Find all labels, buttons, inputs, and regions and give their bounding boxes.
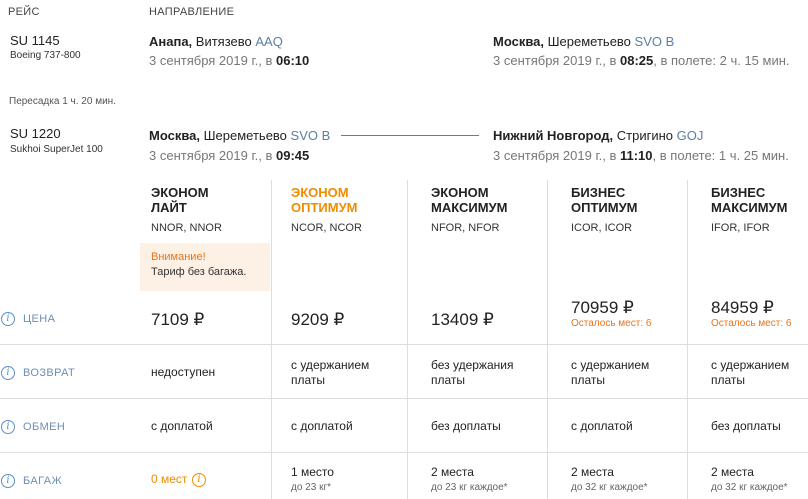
flight-duration: , в полете: 2 ч. 15 мин. (653, 53, 790, 68)
refund-value (571, 358, 649, 388)
tariff-price[interactable]: 13409 ₽ (431, 310, 494, 329)
exchange-value: без доплаты (711, 419, 781, 433)
fare-codes: ICOR, ICOR (571, 222, 633, 234)
row-divider (0, 452, 808, 453)
refund-line: платы (711, 373, 746, 387)
exchange-value: с доплатой (291, 419, 353, 433)
fare-codes: NFOR, NFOR (431, 222, 500, 234)
arrival-airport: Стригино (616, 128, 673, 143)
tariff-name-line: ОПТИМУМ (291, 200, 358, 215)
tariff-name[interactable] (711, 185, 806, 215)
tariff-name-line: ЭКОНОМ (291, 185, 349, 200)
departure-time: 09:45 (275, 148, 310, 163)
departure-time: 06:10 (275, 53, 310, 68)
row-label-price: ЦЕНА (23, 313, 56, 325)
arrival-city: Москва, (493, 34, 544, 49)
row-divider (0, 398, 808, 399)
tariff-name-line: БИЗНЕС (711, 185, 766, 200)
baggage-weight: до 23 кг* (291, 482, 331, 493)
tariff-name-line: ЭКОНОМ (151, 185, 209, 200)
refund-line: без удержания (431, 358, 514, 372)
tariff-price[interactable]: 84959 ₽ (711, 298, 774, 317)
transfer-info: Пересадка 1 ч. 20 мин. (9, 96, 116, 107)
info-icon[interactable]: i (1, 312, 15, 326)
info-icon[interactable]: i (1, 420, 15, 434)
baggage-weight: до 32 кг каждое* (571, 482, 648, 493)
row-label-exchange: ОБМЕН (23, 421, 66, 433)
refund-line: с удержанием (571, 358, 650, 372)
departure-date: 3 сентября 2019 г., в (149, 148, 273, 163)
departure-date: 3 сентября 2019 г., в (149, 53, 273, 68)
warning-text: Тариф без багажа. (151, 266, 247, 278)
tariff-name-line: БИЗНЕС (571, 185, 626, 200)
departure-code: SVO B (290, 128, 331, 143)
arrival-time: 11:10 (619, 148, 653, 163)
baggage-value: 2 места (571, 465, 614, 479)
baggage-info-icon[interactable]: i (192, 473, 206, 487)
tariff-name-line: ЭКОНОМ (431, 185, 489, 200)
arrival-location (493, 128, 703, 143)
route-line (341, 135, 479, 136)
departure-datetime (149, 53, 309, 68)
seats-left: Осталось мест: 6 (571, 318, 652, 329)
aircraft-type: Boeing 737-800 (10, 50, 81, 61)
departure-airport: Витязево (195, 34, 252, 49)
baggage-weight: до 32 кг каждое* (711, 482, 788, 493)
arrival-datetime (493, 148, 789, 163)
arrival-code: SVO B (634, 34, 675, 49)
departure-city: Анапа, (149, 34, 193, 49)
tariff-name-line: ОПТИМУМ (571, 200, 638, 215)
tariff-name[interactable] (291, 185, 411, 215)
refund-line: с удержанием (291, 358, 370, 372)
arrival-code: GOJ (676, 128, 704, 143)
refund-value (291, 358, 369, 388)
row-label-baggage: БАГАЖ (23, 475, 63, 487)
refund-value (711, 358, 789, 388)
baggage-weight: до 23 кг каждое* (431, 482, 508, 493)
exchange-value: без доплаты (431, 419, 501, 433)
tariff-name[interactable] (151, 185, 271, 215)
tariff-price[interactable]: 7109 ₽ (151, 310, 205, 329)
baggage-value: 2 места (431, 465, 474, 479)
exchange-value: с доплатой (151, 419, 213, 433)
fare-codes: NCOR, NCOR (291, 222, 362, 234)
baggage-value: 2 места (711, 465, 754, 479)
info-icon[interactable]: i (1, 366, 15, 380)
departure-datetime (149, 148, 309, 163)
refund-value (431, 358, 513, 388)
fare-codes: NNOR, NNOR (151, 222, 222, 234)
tariff-name-line: ЛАЙТ (151, 200, 187, 215)
tariff-name[interactable] (571, 185, 691, 215)
arrival-city: Нижний Новгород, (493, 128, 614, 143)
departure-location (149, 34, 283, 49)
tariff-name[interactable] (431, 185, 551, 215)
arrival-date: 3 сентября 2019 г., в (493, 53, 617, 68)
refund-value: недоступен (151, 365, 216, 379)
row-divider (0, 344, 808, 345)
flight-column-header: РЕЙС (8, 6, 40, 18)
flight-number: SU 1145 (10, 33, 60, 48)
arrival-time: 08:25 (619, 53, 654, 68)
flight-duration: , в полете: 1 ч. 25 мин. (652, 148, 789, 163)
refund-line: платы (291, 373, 326, 387)
info-icon[interactable]: i (1, 474, 15, 488)
tariff-name-line: МАКСИМУМ (431, 200, 508, 215)
direction-column-header: НАПРАВЛЕНИЕ (149, 6, 235, 18)
baggage-value: 1 место (291, 465, 334, 479)
row-label-refund: ВОЗВРАТ (23, 367, 76, 379)
refund-line: платы (571, 373, 606, 387)
warning-title: Внимание! (151, 251, 206, 263)
tariff-price[interactable]: 70959 ₽ (571, 298, 634, 317)
exchange-value: с доплатой (571, 419, 633, 433)
tariff-price[interactable]: 9209 ₽ (291, 310, 345, 329)
aircraft-type: Sukhoi SuperJet 100 (10, 144, 103, 155)
departure-code: AAQ (255, 34, 283, 49)
departure-location (149, 128, 330, 143)
departure-airport: Шереметьево (203, 128, 287, 143)
seats-left: Осталось мест: 6 (711, 318, 792, 329)
arrival-location (493, 34, 674, 49)
tariff-name-line: МАКСИМУМ (711, 200, 788, 215)
arrival-datetime (493, 53, 790, 68)
baggage-value: 0 мест (151, 472, 188, 486)
refund-line: с удержанием (711, 358, 790, 372)
arrival-date: 3 сентября 2019 г., в (493, 148, 617, 163)
flight-number: SU 1220 (10, 126, 61, 141)
departure-city: Москва, (149, 128, 200, 143)
fare-codes: IFOR, IFOR (711, 222, 770, 234)
refund-line: платы (431, 373, 466, 387)
arrival-airport: Шереметьево (547, 34, 631, 49)
